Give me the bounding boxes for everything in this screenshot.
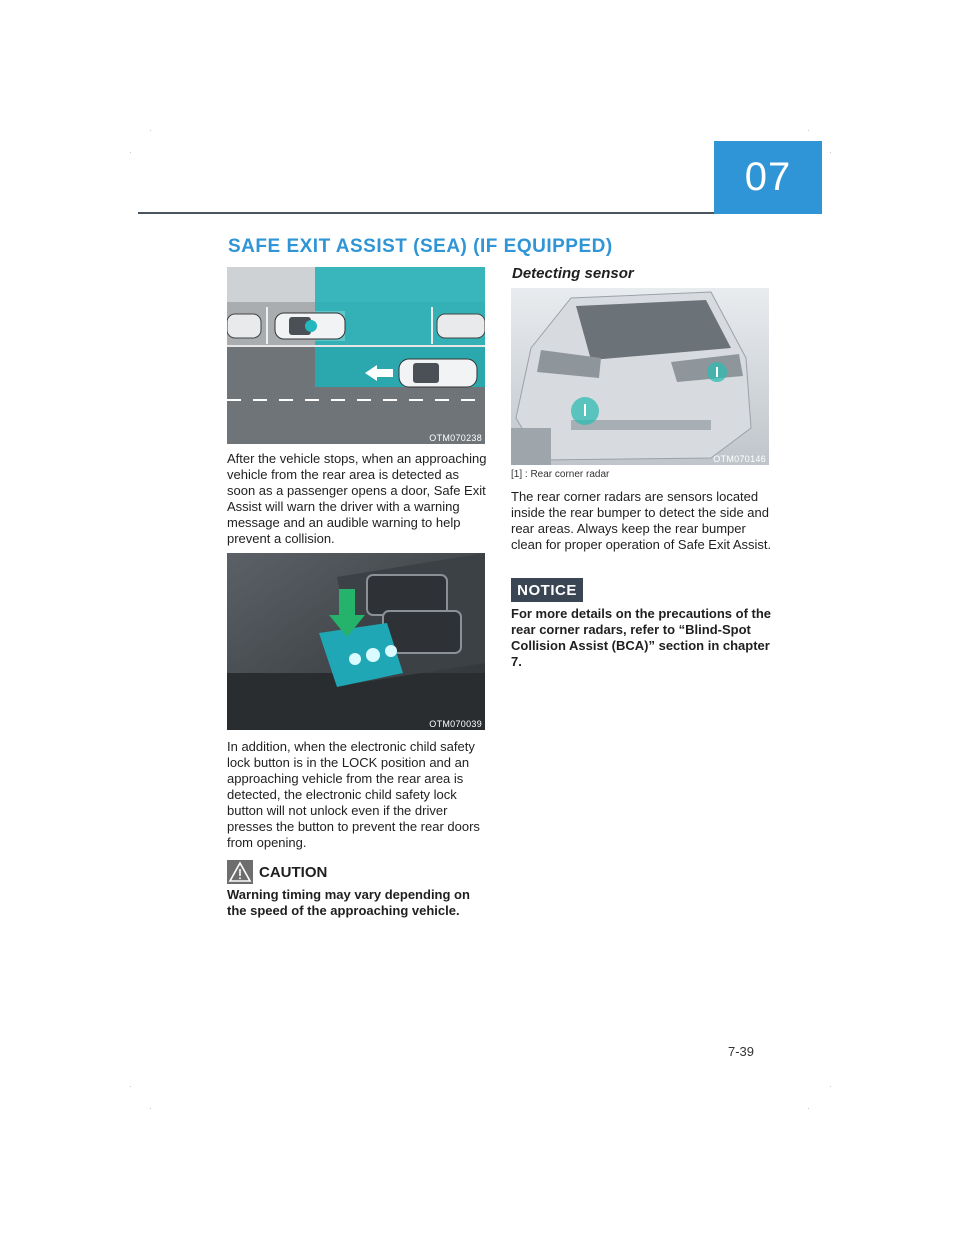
figure-code: OTM070146 xyxy=(713,454,766,464)
paragraph-rear-corner-radar: The rear corner radars are sensors located inside the rear bumper to detect the side and rear areas. Always keep the rear bumper clean for proper operation of Safe Exit Assist. xyxy=(511,489,772,552)
notice-badge: NOTICE xyxy=(511,578,583,602)
section-title: SAFE EXIT ASSIST (SEA) (IF EQUIPPED) xyxy=(228,236,613,257)
road-diagram-figure xyxy=(227,267,485,444)
child-lock-button-figure xyxy=(227,553,485,730)
crop-mark xyxy=(808,1108,809,1109)
child-lock-button-photo xyxy=(227,553,485,730)
notice-text: For more details on the precautions of the rear corner radars, refer to “Blind-Spot Collision Assist (BCA)” section in chapter 7. xyxy=(511,606,772,669)
rear-corner-radar-photo xyxy=(511,288,769,465)
chapter-number: 07 xyxy=(744,155,792,199)
caution-text: Warning timing may vary depending on the speed of the approaching vehicle. xyxy=(227,887,470,918)
page-number: 7-39 xyxy=(728,1044,755,1059)
paragraph-sea-warning: After the vehicle stops, when an approaching vehicle from the rear area is detected as soon as a passenger opens a door, Safe Exit Assist will warn the driver with a warning message and an audible warning to help prevent a collision. xyxy=(227,451,487,546)
figure-caption: [1] : Rear corner radar xyxy=(511,469,610,480)
road-diagram-illustration xyxy=(227,267,485,444)
crop-mark xyxy=(808,130,809,131)
warning-triangle-icon xyxy=(227,860,253,884)
crop-mark xyxy=(130,152,131,153)
crop-mark xyxy=(130,1086,131,1087)
crop-mark xyxy=(150,130,151,131)
subheading-detecting-sensor: Detecting sensor xyxy=(512,265,634,282)
figure-code: OTM070238 xyxy=(429,433,482,443)
paragraph-child-lock: In addition, when the electronic child safety lock button is in the LOCK position and an approaching vehicle from the rear area is detected, the electronic child safety lock button will not unlock even if the driver presses the button to prevent the rear doors from opening. xyxy=(227,739,480,850)
figure-code: OTM070039 xyxy=(429,719,482,729)
caution-label: CAUTION xyxy=(259,864,328,881)
chapter-tab xyxy=(714,141,822,214)
crop-mark xyxy=(830,152,831,153)
header-rule xyxy=(138,212,714,214)
rear-corner-radar-figure xyxy=(511,288,769,465)
crop-mark xyxy=(150,1108,151,1109)
crop-mark xyxy=(830,1086,831,1087)
